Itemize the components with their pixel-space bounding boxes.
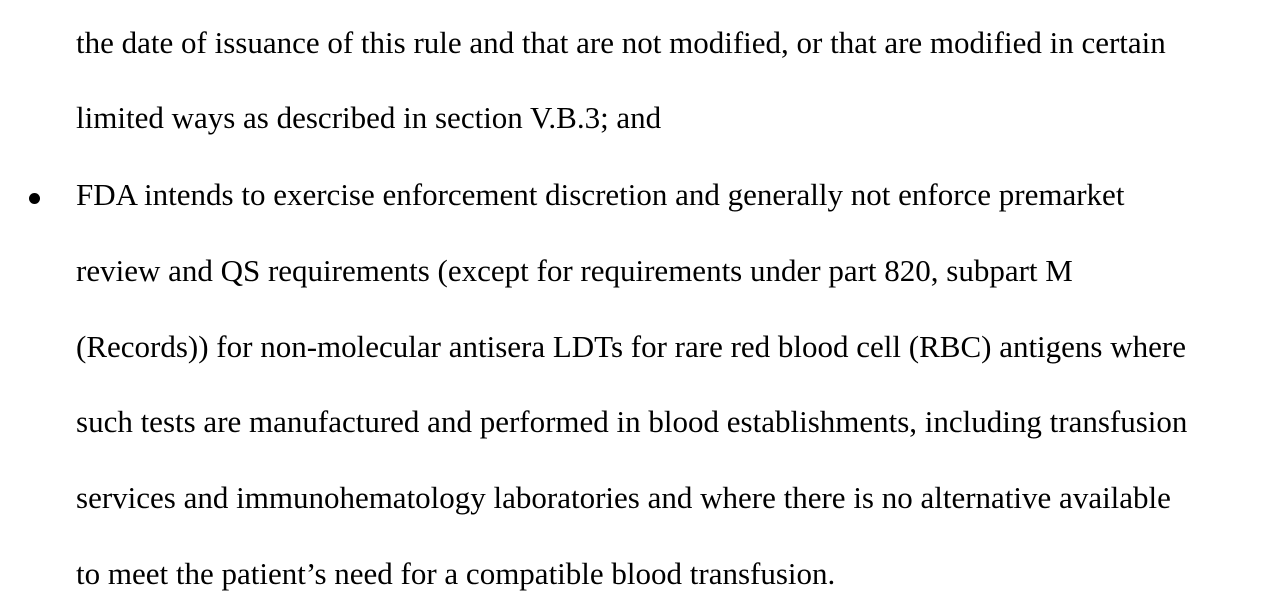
- text-line: such tests are manufactured and performed in blood establishments, including transfusion: [76, 404, 1188, 439]
- text-line: FDA intends to exercise enforcement discretion and generally not enforce premarket: [76, 177, 1125, 212]
- text-line: services and immunohematology laboratories and where there is no alternative available: [76, 480, 1171, 515]
- text-line: (Records)) for non-molecular antisera LDTs for rare red blood cell (RBC) antigens where: [76, 329, 1186, 364]
- text-line: review and QS requirements (except for requirements under part 820, subpart M: [76, 253, 1073, 288]
- text-line: to meet the patient’s need for a compatible blood transfusion.: [76, 556, 836, 591]
- text-line: limited ways as described in section V.B.3; and: [76, 100, 662, 135]
- text-line: the date of issuance of this rule and that are not modified, or that are modified in certain: [76, 25, 1166, 60]
- bullet-dot-icon: [26, 181, 40, 221]
